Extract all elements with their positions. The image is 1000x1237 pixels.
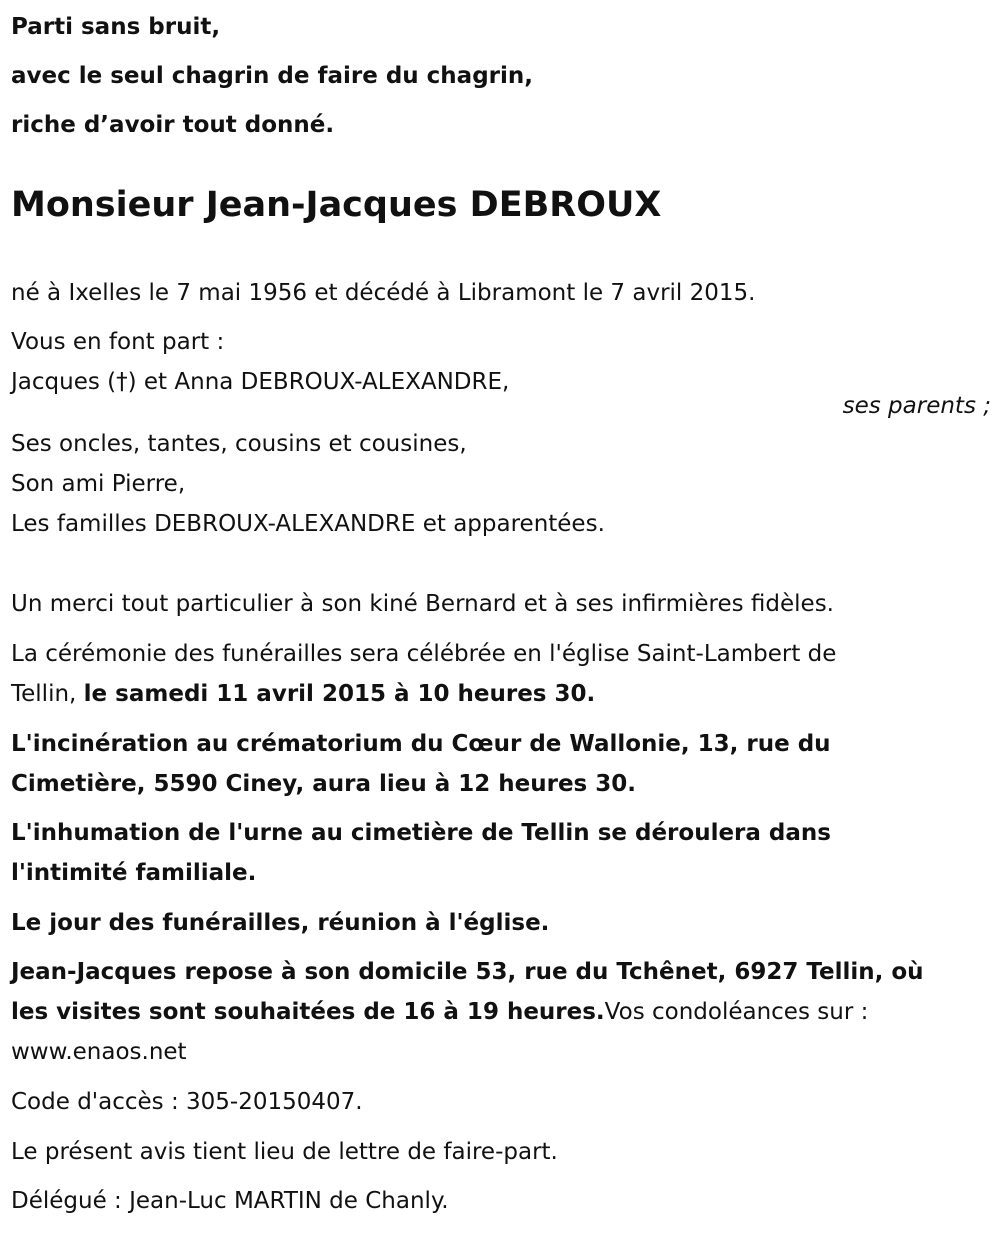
- incineration-line-2: Cimetière, 5590 Ciney, aura lieu à 12 heures 30.: [11, 771, 636, 797]
- inhumation-line-2: l'intimité familiale.: [11, 860, 257, 886]
- inhumation-line-1: L'inhumation de l'urne au cimetière de Tellin se déroulera dans: [11, 820, 831, 846]
- repose-line-1: Jean-Jacques repose à son domicile 53, rue du Tchênet, 6927 Tellin, où: [11, 959, 924, 985]
- visiting-hours: les visites sont souhaitées de 16 à 19 heures.: [11, 999, 605, 1025]
- announce-intro: Vous en font part :: [11, 329, 225, 355]
- epitaph-line-1: Parti sans bruit,: [11, 14, 221, 40]
- birth-death-line: né à Ixelles le 7 mai 1956 et décédé à Libramont le 7 avril 2015.: [11, 280, 756, 306]
- thanks-line: Un merci tout particulier à son kiné Bernard et à ses infirmières fidèles.: [11, 591, 834, 617]
- deceased-name-title: Monsieur Jean-Jacques DEBROUX: [11, 185, 662, 225]
- reunion-line: Le jour des funérailles, réunion à l'église.: [11, 910, 550, 936]
- notice-line: Le présent avis tient lieu de lettre de faire-part.: [11, 1139, 558, 1165]
- repose-line-2: [11, 997, 868, 1027]
- delegate-line: Délégué : Jean-Luc MARTIN de Chanly.: [11, 1188, 449, 1214]
- epitaph-line-2: avec le seul chagrin de faire du chagrin,: [11, 63, 534, 89]
- family-line-1: Ses oncles, tantes, cousins et cousines,: [11, 431, 467, 457]
- access-code: Code d'accès : 305-20150407.: [11, 1089, 363, 1115]
- ceremony-date: le samedi 11 avril 2015 à 10 heures 30.: [83, 681, 596, 707]
- epitaph-line-3: riche d’avoir tout donné.: [11, 112, 335, 138]
- family-line-3: Les familles DEBROUX-ALEXANDRE et apparentées.: [11, 511, 605, 537]
- parents-line: Jacques (†) et Anna DEBROUX-ALEXANDRE,: [11, 369, 510, 395]
- condolences-label: Vos condoléances sur :: [604, 999, 869, 1025]
- condolences-website-link[interactable]: www.enaos.net: [11, 1039, 187, 1065]
- ceremony-line-2: [11, 679, 595, 709]
- family-line-2: Son ami Pierre,: [11, 471, 186, 497]
- ceremony-line-1: La cérémonie des funérailles sera célébrée en l'église Saint-Lambert de: [11, 641, 837, 667]
- ceremony-place: Tellin,: [11, 681, 84, 707]
- incineration-line-1: L'incinération au crématorium du Cœur de Wallonie, 13, rue du: [11, 731, 831, 757]
- parents-label: ses parents ;: [842, 393, 991, 419]
